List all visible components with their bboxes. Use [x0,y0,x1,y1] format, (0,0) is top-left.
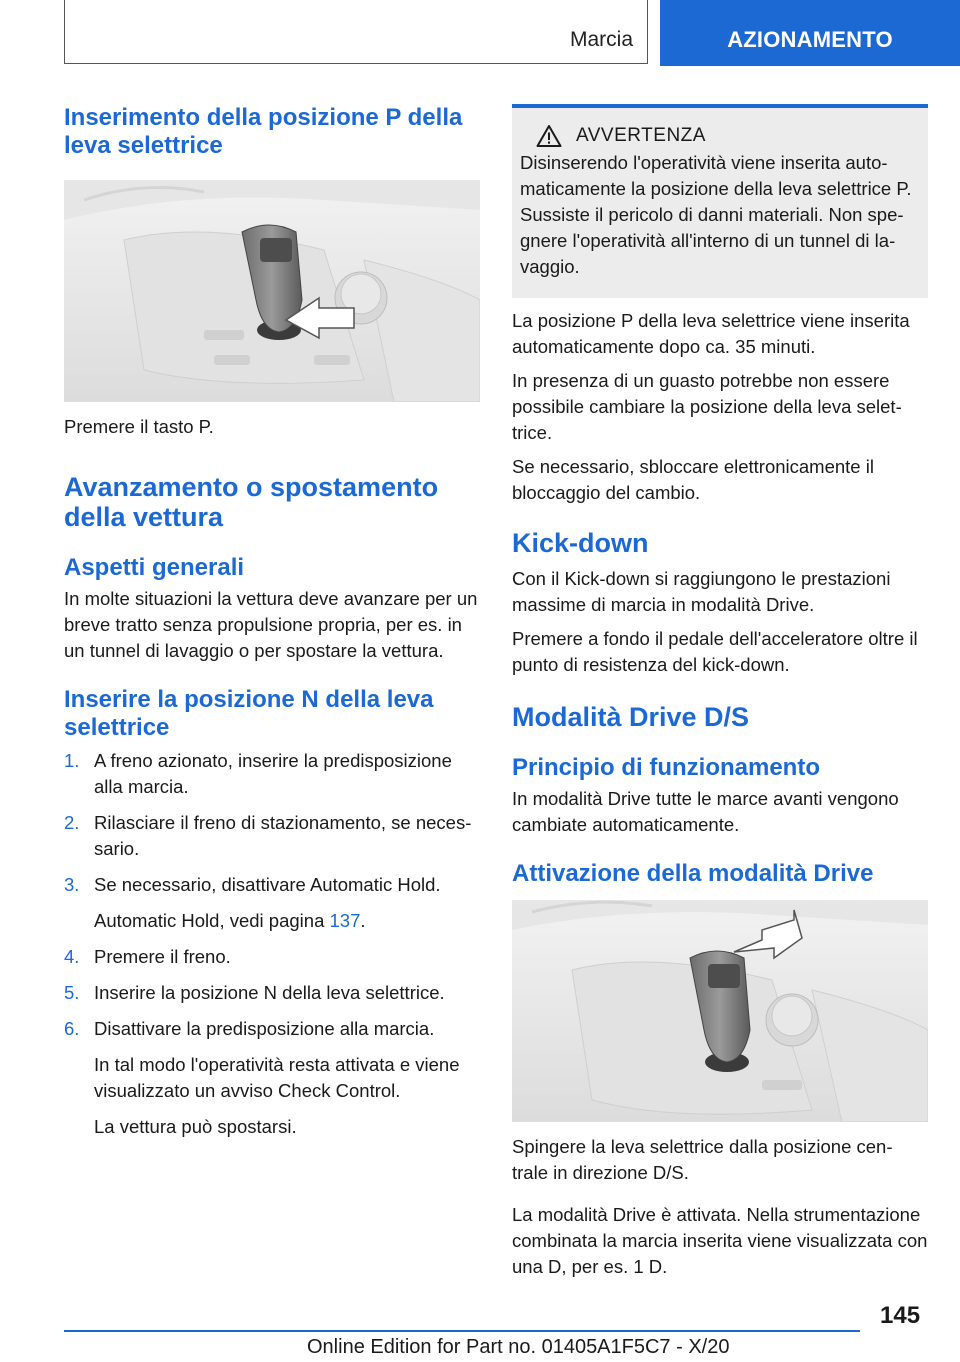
heading-inserimento-p: Inserimento della posizione P della leva selettrice [64,104,463,159]
paragraph-guasto: In presenza di un guasto potrebbe non essere possibile cambiare la posizione della leva selet‐trice. [512,370,902,443]
step6-result: La vettura può spostarsi. [94,1116,297,1137]
step-item [64,810,480,862]
header-section-box [64,0,648,64]
footer-edition: Online Edition for Part no. 01405A1F5C7 - X/20 [307,1336,730,1358]
paragraph-principio: In modalità Drive tutte le marce avanti vengono cambiate automaticamente. [512,788,899,835]
paragraph-kick2: Premere a fondo il pedale dell'acceleratore oltre il punto di resistenza del kick-down. [512,628,918,675]
right-column [512,100,928,1280]
steps-list [64,748,480,1140]
step6-note: In tal modo l'operatività resta attivata e viene visualizzato un avviso Check Control. [94,1054,460,1101]
step-number: 3. [64,874,80,895]
step-text: Premere il freno. [94,946,231,967]
step-item [64,980,480,1006]
heading-modalita-drive: Modalità Drive D/S [512,702,750,732]
warning-text: Disinserendo l'operatività viene inserita auto‐maticamente la posizione della leva selettrice P. Sussiste il pericolo di danni materiali. Non spe‐gnere l'operatività all'interno di un tunnel di la‐vaggio. [520,152,912,277]
paragraph-drive-attivata: La modalità Drive è attivata. Nella strumentazione combinata la marcia inserita viene visualizzata con una D, per es. 1 D. [512,1204,928,1277]
step-item [64,872,480,934]
step-number: 6. [64,1018,80,1039]
paragraph-kick1: Con il Kick-down si raggiungono le prestazioni massime di marcia in modalità Drive. [512,568,891,615]
heading-kick-down: Kick-down [512,528,649,558]
step-item [64,748,480,800]
warning-header [536,124,920,148]
figure-gear-selector-ds [512,900,928,1122]
step-text: Se necessario, disattivare Automatic Hold. [94,874,441,895]
step3-reference [94,908,480,934]
paragraph-p-auto: La posizione P della leva selettrice viene inserita automaticamente dopo ca. 35 minuti. [512,310,910,357]
step-number: 2. [64,812,80,833]
figure2-caption: Spingere la leva selettrice dalla posizione cen‐trale in direzione D/S. [512,1136,893,1183]
step3-reference-text: Automatic Hold, vedi pagina [94,910,330,931]
step-text: Disattivare la predisposizione alla marcia. [94,1018,435,1039]
step-number: 1. [64,750,80,771]
step-number: 4. [64,946,80,967]
step-item [64,944,480,970]
subheading-principio: Principio di funzionamento [512,754,820,781]
step-text: A freno azionato, inserire la predisposizione alla marcia. [94,750,452,797]
paragraph-aspetti: In molte situazioni la vettura deve avanzare per un breve tratto senza propulsione propria, per es. in un tunnel di lavaggio o per spostare la vettura. [64,588,478,661]
subheading-aspetti-generali: Aspetti generali [64,554,245,581]
subheading-inserire-n: Inserire la posizione N della leva selettrice [64,686,434,741]
header-section-title: Marcia [569,28,633,51]
gear-selector-p-illustration [64,180,480,402]
paragraph-sblocco: Se necessario, sbloccare elettronicamente il bloccaggio del cambio. [512,456,874,503]
figure-gear-selector-p [64,180,480,402]
step3-reference-end: . [360,910,366,931]
gear-selector-ds-illustration [512,900,928,1122]
warning-box [512,108,928,298]
step-text: Inserire la posizione N della leva selettrice. [94,982,445,1003]
page-reference-link[interactable]: 137 [329,910,361,931]
warning-triangle-icon [536,124,562,148]
left-column [64,100,480,1140]
step-item [64,1016,480,1140]
step-number: 5. [64,982,80,1003]
heading-avanzamento: Avanzamento o spostamento della vettura [64,472,439,532]
page-number: 145 [880,1302,921,1329]
step-text: Rilasciare il freno di stazionamento, se neces‐sario. [94,812,472,859]
figure1-caption: Premere il tasto P. [64,416,214,437]
header-chapter-tab: AZIONAMENTO [660,0,960,66]
subheading-attivazione: Attivazione della modalità Drive [512,860,874,887]
warning-title: AVVERTENZA [576,125,706,146]
footer-rule [64,1330,860,1332]
